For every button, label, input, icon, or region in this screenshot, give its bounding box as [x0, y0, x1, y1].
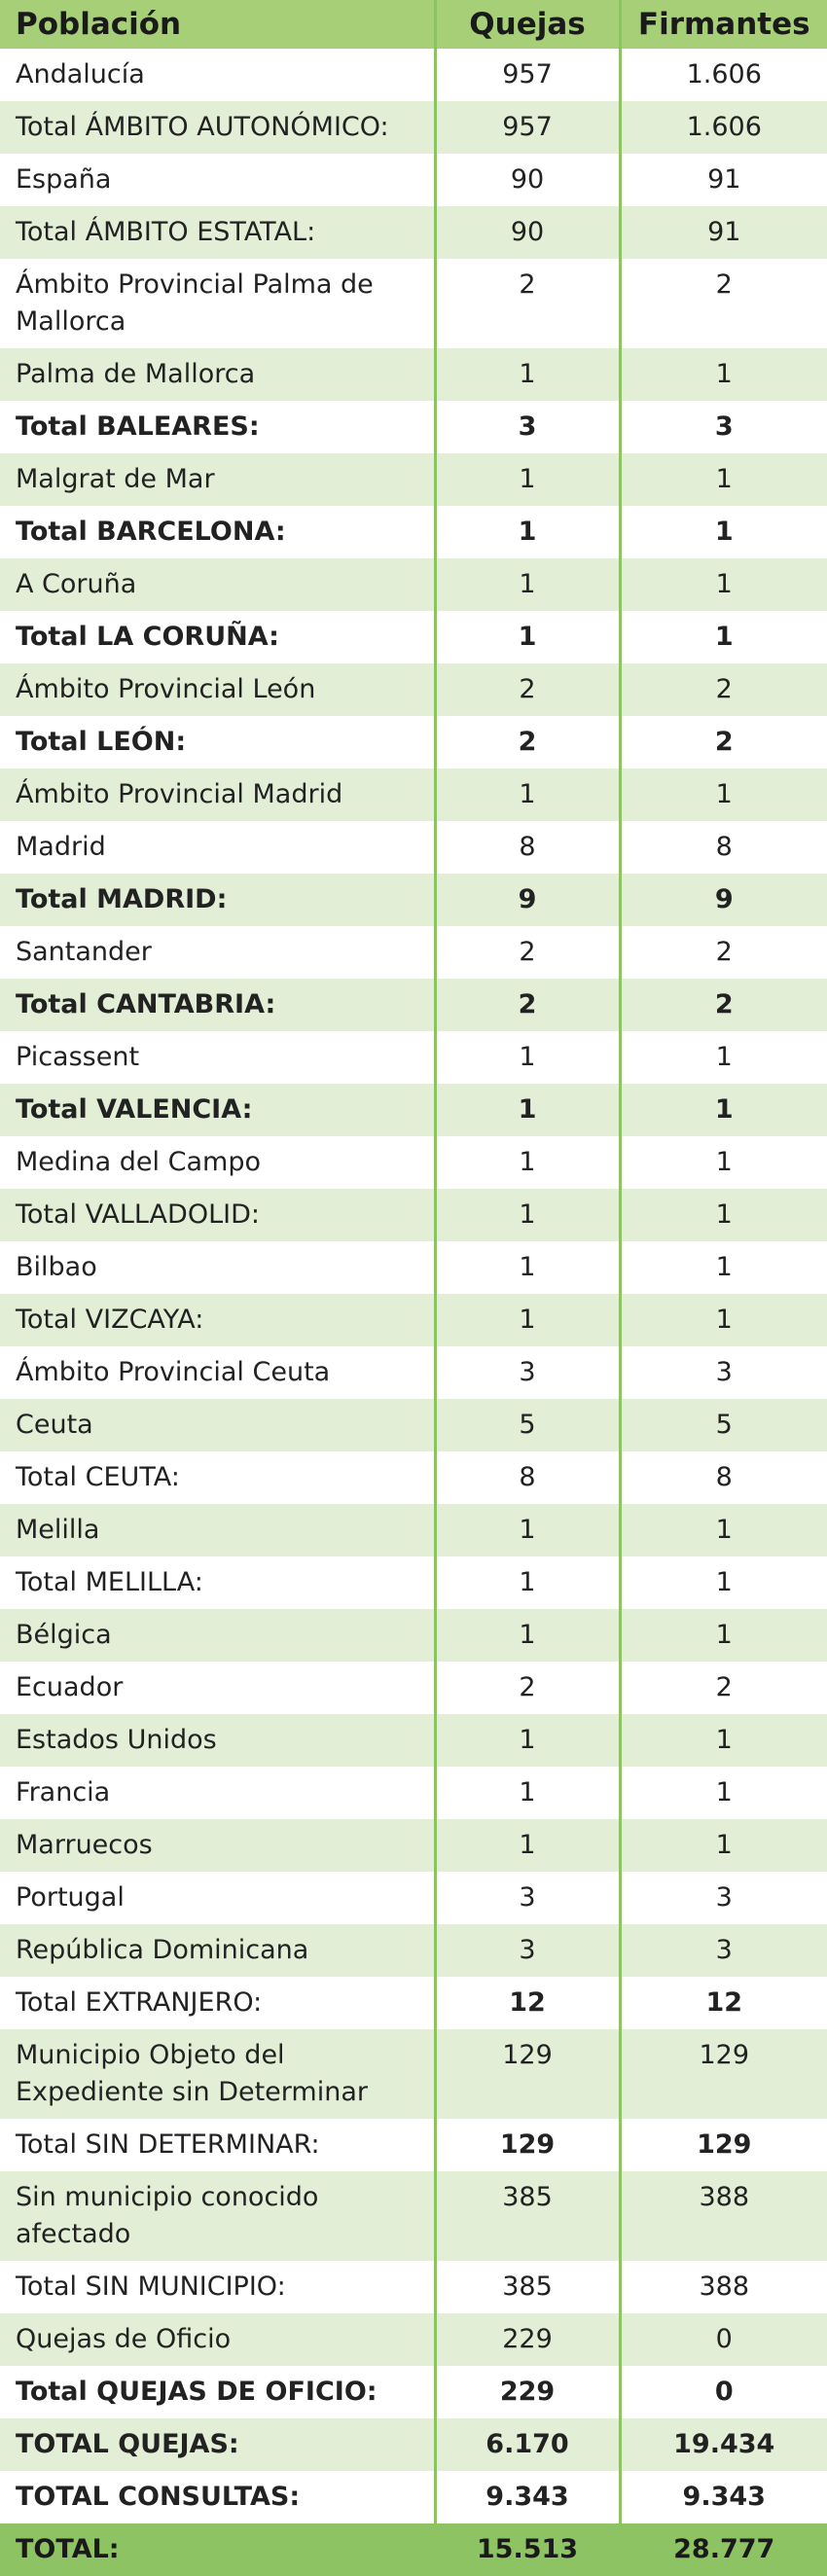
cell-firmantes: 1.606	[620, 101, 827, 154]
cell-quejas: 1	[435, 1031, 620, 1084]
cell-quejas: 1	[435, 1767, 620, 1819]
cell-quejas: 3	[435, 1872, 620, 1924]
table-row	[0, 979, 827, 1031]
cell-firmantes: 5	[620, 1399, 827, 1451]
table-row	[0, 2119, 827, 2171]
cell-poblacion: Total BALEARES:	[0, 401, 435, 453]
cell-poblacion: Picassent	[0, 1031, 435, 1084]
table-row	[0, 1662, 827, 1714]
header-firmantes: Firmantes	[620, 0, 827, 49]
cell-firmantes: 12	[620, 1977, 827, 2029]
cell-firmantes: 1	[620, 506, 827, 558]
cell-firmantes: 91	[620, 154, 827, 206]
cell-poblacion: Ámbito Provincial León	[0, 663, 435, 716]
cell-quejas: 2	[435, 716, 620, 769]
cell-quejas: 229	[435, 2366, 620, 2418]
cell-poblacion: Francia	[0, 1767, 435, 1819]
cell-quejas: 5	[435, 1399, 620, 1451]
cell-firmantes: 388	[620, 2171, 827, 2261]
cell-quejas: 129	[435, 2029, 620, 2119]
cell-quejas: 1	[435, 1189, 620, 1241]
cell-firmantes: 1	[620, 1189, 827, 1241]
cell-firmantes: 1	[620, 769, 827, 821]
table-row	[0, 1241, 827, 1294]
table-row	[0, 1609, 827, 1662]
cell-quejas: 1	[435, 348, 620, 401]
cell-quejas: 3	[435, 1924, 620, 1977]
cell-quejas: 90	[435, 154, 620, 206]
cell-firmantes: 1	[620, 1767, 827, 1819]
table-row	[0, 2029, 827, 2119]
cell-firmantes: 2	[620, 1662, 827, 1714]
table-row	[0, 1872, 827, 1924]
cell-firmantes: 2	[620, 663, 827, 716]
table-row	[0, 1977, 827, 2029]
cell-quejas: 1	[435, 558, 620, 611]
cell-poblacion: Melilla	[0, 1504, 435, 1556]
cell-quejas: 8	[435, 821, 620, 874]
table-row	[0, 2171, 827, 2261]
table-row	[0, 1767, 827, 1819]
cell-quejas: 1	[435, 506, 620, 558]
cell-poblacion: Total MADRID:	[0, 874, 435, 926]
table-row	[0, 663, 827, 716]
cell-firmantes: 388	[620, 2261, 827, 2313]
cell-poblacion: Total ÁMBITO ESTATAL:	[0, 206, 435, 259]
cell-firmantes: 1	[620, 1504, 827, 1556]
cell-quejas: 1	[435, 1609, 620, 1662]
cell-poblacion: Marruecos	[0, 1819, 435, 1872]
table-row	[0, 1504, 827, 1556]
cell-poblacion: Bélgica	[0, 1609, 435, 1662]
cell-poblacion: Madrid	[0, 821, 435, 874]
cell-quejas: 1	[435, 769, 620, 821]
cell-quejas: 1	[435, 1084, 620, 1136]
cell-firmantes: 3	[620, 1346, 827, 1399]
cell-firmantes: 1	[620, 558, 827, 611]
cell-quejas: 90	[435, 206, 620, 259]
table-row	[0, 1346, 827, 1399]
table-row	[0, 453, 827, 506]
cell-poblacion: Santander	[0, 926, 435, 979]
cell-quejas: 1	[435, 1136, 620, 1189]
cell-firmantes: 1	[620, 1556, 827, 1609]
table-row	[0, 259, 827, 348]
cell-firmantes: 9	[620, 874, 827, 926]
cell-quejas: 9.343	[435, 2471, 620, 2523]
cell-poblacion: Total QUEJAS DE OFICIO:	[0, 2366, 435, 2418]
cell-quejas: 1	[435, 1714, 620, 1767]
cell-poblacion: Total VIZCAYA:	[0, 1294, 435, 1346]
cell-quejas: 1	[435, 1556, 620, 1609]
cell-firmantes: 129	[620, 2029, 827, 2119]
cell-firmantes: 8	[620, 1451, 827, 1504]
cell-firmantes: 19.434	[620, 2418, 827, 2471]
table-row	[0, 1924, 827, 1977]
table-row	[0, 101, 827, 154]
cell-quejas: 1	[435, 453, 620, 506]
cell-poblacion: Bilbao	[0, 1241, 435, 1294]
total-label: TOTAL:	[0, 2523, 435, 2576]
cell-poblacion: Total BARCELONA:	[0, 506, 435, 558]
cell-firmantes: 8	[620, 821, 827, 874]
cell-firmantes: 1	[620, 1819, 827, 1872]
table-row	[0, 206, 827, 259]
cell-poblacion: Total VALLADOLID:	[0, 1189, 435, 1241]
cell-firmantes: 0	[620, 2366, 827, 2418]
cell-firmantes: 2	[620, 926, 827, 979]
table-row	[0, 1451, 827, 1504]
cell-poblacion: España	[0, 154, 435, 206]
cell-firmantes: 129	[620, 2119, 827, 2171]
table-row	[0, 611, 827, 663]
cell-poblacion: Ámbito Provincial Palma de Mallorca	[0, 259, 435, 348]
total-quejas: 15.513	[435, 2523, 620, 2576]
table-row	[0, 1399, 827, 1451]
cell-firmantes: 1	[620, 1294, 827, 1346]
table-row	[0, 1294, 827, 1346]
cell-firmantes: 9.343	[620, 2471, 827, 2523]
table-body	[0, 49, 827, 2576]
cell-quejas: 2	[435, 663, 620, 716]
cell-poblacion: Palma de Mallorca	[0, 348, 435, 401]
cell-firmantes: 1	[620, 348, 827, 401]
header-poblacion: Población	[0, 0, 435, 49]
cell-firmantes: 1	[620, 1714, 827, 1767]
cell-poblacion: TOTAL QUEJAS:	[0, 2418, 435, 2471]
cell-firmantes: 1	[620, 1031, 827, 1084]
cell-firmantes: 1	[620, 1609, 827, 1662]
cell-firmantes: 2	[620, 716, 827, 769]
cell-firmantes: 2	[620, 979, 827, 1031]
table-row	[0, 1714, 827, 1767]
table-row	[0, 769, 827, 821]
cell-firmantes: 1	[620, 1241, 827, 1294]
table-row	[0, 2313, 827, 2366]
cell-poblacion: Portugal	[0, 1872, 435, 1924]
table-row	[0, 49, 827, 101]
cell-quejas: 229	[435, 2313, 620, 2366]
total-firmantes: 28.777	[620, 2523, 827, 2576]
cell-quejas: 3	[435, 1346, 620, 1399]
cell-quejas: 3	[435, 401, 620, 453]
table-row	[0, 1031, 827, 1084]
cell-firmantes: 3	[620, 401, 827, 453]
cell-poblacion: Malgrat de Mar	[0, 453, 435, 506]
cell-poblacion: Total LA CORUÑA:	[0, 611, 435, 663]
table-row	[0, 716, 827, 769]
cell-poblacion: Andalucía	[0, 49, 435, 101]
cell-poblacion: TOTAL CONSULTAS:	[0, 2471, 435, 2523]
cell-quejas: 129	[435, 2119, 620, 2171]
table-row	[0, 1819, 827, 1872]
cell-poblacion: Total CEUTA:	[0, 1451, 435, 1504]
cell-firmantes: 3	[620, 1924, 827, 1977]
cell-quejas: 12	[435, 1977, 620, 2029]
header-quejas: Quejas	[435, 0, 620, 49]
cell-poblacion: Ámbito Provincial Ceuta	[0, 1346, 435, 1399]
cell-firmantes: 1.606	[620, 49, 827, 101]
table-row	[0, 154, 827, 206]
table-row	[0, 2418, 827, 2471]
cell-quejas: 8	[435, 1451, 620, 1504]
cell-firmantes: 1	[620, 453, 827, 506]
table-row	[0, 401, 827, 453]
cell-quejas: 385	[435, 2171, 620, 2261]
cell-poblacion: Total SIN MUNICIPIO:	[0, 2261, 435, 2313]
cell-quejas: 1	[435, 1294, 620, 1346]
table-row	[0, 506, 827, 558]
cell-poblacion: Ámbito Provincial Madrid	[0, 769, 435, 821]
cell-poblacion: Medina del Campo	[0, 1136, 435, 1189]
cell-poblacion: Total EXTRANJERO:	[0, 1977, 435, 2029]
cell-poblacion: Quejas de Oficio	[0, 2313, 435, 2366]
cell-poblacion: Total SIN DETERMINAR:	[0, 2119, 435, 2171]
cell-quejas: 1	[435, 1241, 620, 1294]
cell-firmantes: 2	[620, 259, 827, 348]
table-row	[0, 874, 827, 926]
cell-poblacion: Total LEÓN:	[0, 716, 435, 769]
table-row	[0, 2471, 827, 2523]
table-row	[0, 1084, 827, 1136]
table-row	[0, 2366, 827, 2418]
cell-quejas: 385	[435, 2261, 620, 2313]
cell-firmantes: 1	[620, 1136, 827, 1189]
table-row	[0, 348, 827, 401]
cell-firmantes: 0	[620, 2313, 827, 2366]
cell-quejas: 957	[435, 49, 620, 101]
cell-quejas: 1	[435, 1504, 620, 1556]
cell-quejas: 9	[435, 874, 620, 926]
cell-poblacion: Ecuador	[0, 1662, 435, 1714]
cell-quejas: 1	[435, 1819, 620, 1872]
table-row	[0, 821, 827, 874]
cell-poblacion: A Coruña	[0, 558, 435, 611]
table-row	[0, 558, 827, 611]
cell-poblacion: Municipio Objeto del Expediente sin Determinar	[0, 2029, 435, 2119]
cell-quejas: 2	[435, 926, 620, 979]
cell-firmantes: 1	[620, 1084, 827, 1136]
cell-firmantes: 1	[620, 611, 827, 663]
cell-quejas: 2	[435, 1662, 620, 1714]
cell-poblacion: República Dominicana	[0, 1924, 435, 1977]
table-total-row	[0, 2523, 827, 2576]
table-row	[0, 1189, 827, 1241]
cell-poblacion: Total MELILLA:	[0, 1556, 435, 1609]
cell-poblacion: Estados Unidos	[0, 1714, 435, 1767]
cell-poblacion: Total CANTABRIA:	[0, 979, 435, 1031]
cell-poblacion: Sin municipio conocido afectado	[0, 2171, 435, 2261]
cell-quejas: 6.170	[435, 2418, 620, 2471]
table-header-row	[0, 0, 827, 49]
cell-quejas: 2	[435, 979, 620, 1031]
cell-poblacion: Total VALENCIA:	[0, 1084, 435, 1136]
cell-quejas: 957	[435, 101, 620, 154]
cell-firmantes: 91	[620, 206, 827, 259]
table-row	[0, 926, 827, 979]
table-row	[0, 1556, 827, 1609]
table-row	[0, 1136, 827, 1189]
cell-poblacion: Total ÁMBITO AUTONÓMICO:	[0, 101, 435, 154]
cell-quejas: 1	[435, 611, 620, 663]
cell-quejas: 2	[435, 259, 620, 348]
cell-poblacion: Ceuta	[0, 1399, 435, 1451]
cell-firmantes: 3	[620, 1872, 827, 1924]
table-row	[0, 2261, 827, 2313]
